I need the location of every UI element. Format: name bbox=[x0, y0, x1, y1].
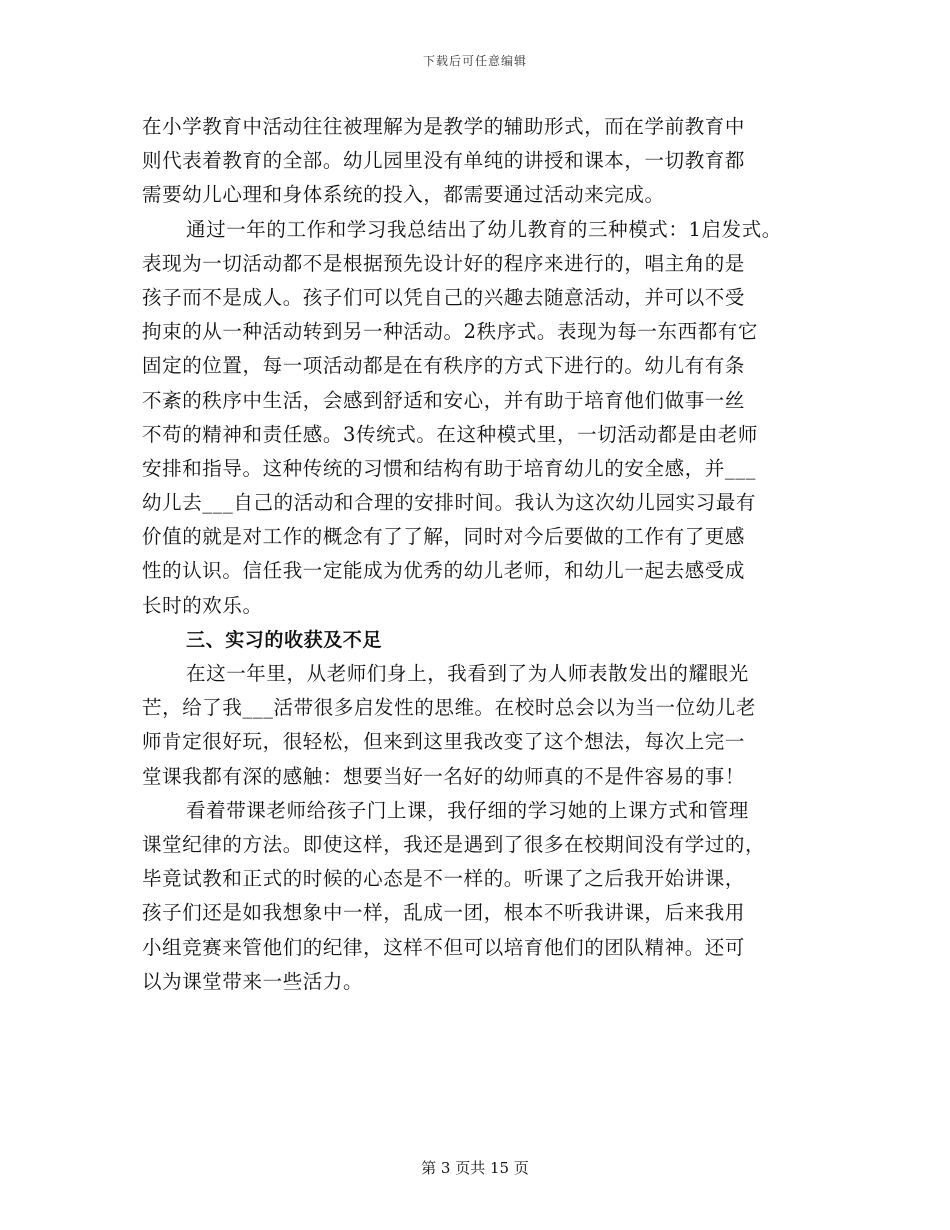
paragraph-line: 看着带课老师给孩子门上课，我仔细的学习她的上课方式和管理 bbox=[186, 798, 749, 822]
paragraph-line: 性的认识。信任我一定能成为优秀的幼儿老师，和幼儿一起去感受成 bbox=[142, 559, 746, 583]
paragraph-line: 师肯定很好玩，很轻松，但来到这里我改变了这个想法，每次上完一 bbox=[142, 730, 746, 754]
paragraph-line: 以为课堂带来一些活力。 bbox=[142, 969, 364, 993]
document-body bbox=[142, 110, 822, 999]
paragraph-line: 在小学教育中活动往往被理解为是教学的辅助形式，而在学前教育中 bbox=[142, 115, 746, 138]
header-note: 下载后可任意编辑 bbox=[422, 54, 527, 68]
paragraph-line: 固定的位置，每一项活动都是在有秩序的方式下进行的。幼儿有有条 bbox=[142, 354, 746, 378]
paragraph-line: 孩子而不是成人。孩子们可以凭自己的兴趣去随意活动，并可以不受 bbox=[142, 285, 746, 309]
paragraph-line: 小组竞赛来管他们的纪律，这样不但可以培育他们的团队精神。还可 bbox=[142, 935, 746, 959]
paragraph-line: 拘束的从一种活动转到另一种活动。2秩序式。表现为每一东西都有它 bbox=[142, 320, 759, 344]
paragraph-line: 毕竟试教和正式的时候的心态是不一样的。听课了之后我开始讲课， bbox=[142, 867, 746, 891]
page-number: 第 3 页共 15 页 bbox=[421, 1159, 529, 1177]
paragraph-line: 表现为一切活动都不是根据预先设计好的程序来进行的，唱主角的是 bbox=[142, 251, 746, 275]
paragraph-line: 长时的欢乐。 bbox=[142, 593, 263, 617]
paragraph-line: 不紊的秩序中生活，会感到舒适和安心，并有助于培育他们做事一丝 bbox=[142, 388, 746, 412]
paragraph-line: 在这一年里，从老师们身上，我看到了为人师表散发出的耀眼光 bbox=[186, 662, 749, 685]
paragraph-line: 则代表着教育的全部。幼儿园里没有单纯的讲授和课本，一切教育都 bbox=[142, 149, 746, 173]
paragraph-line: 幼儿去___自己的活动和合理的安排时间。我认为这次幼儿园实习最有 bbox=[142, 491, 756, 515]
paragraph-line: 孩子们还是如我想象中一样，乱成一团，根本不听我讲课，后来我用 bbox=[142, 901, 746, 925]
paragraph-line: 芒，给了我___活带很多启发性的思维。在校时总会以为当一位幼儿老 bbox=[142, 696, 756, 720]
paragraph-line: 价值的就是对工作的概念有了了解，同时对今后要做的工作有了更感 bbox=[142, 525, 746, 549]
paragraph-line: 安排和指导。这种传统的习惯和结构有助于培育幼儿的安全感，并___ bbox=[142, 456, 756, 480]
paragraph-line: 堂课我都有深的感触：想要当好一名好的幼师真的不是件容易的事！ bbox=[142, 764, 746, 788]
section-heading: 三、实习的收获及不足 bbox=[186, 628, 383, 651]
paragraph-line: 需要幼儿心理和身体系统的投入，都需要通过活动来完成。 bbox=[142, 183, 665, 207]
paragraph-line: 不苟的精神和责任感。3传统式。在这种模式里，一切活动都是由老师 bbox=[142, 422, 759, 446]
paragraph-line: 通过一年的工作和学习我总结出了幼儿教育的三种模式：1启发式。 bbox=[186, 217, 782, 241]
paragraph-line: 课堂纪律的方法。即使这样，我还是遇到了很多在校期间没有学过的， bbox=[142, 832, 766, 856]
